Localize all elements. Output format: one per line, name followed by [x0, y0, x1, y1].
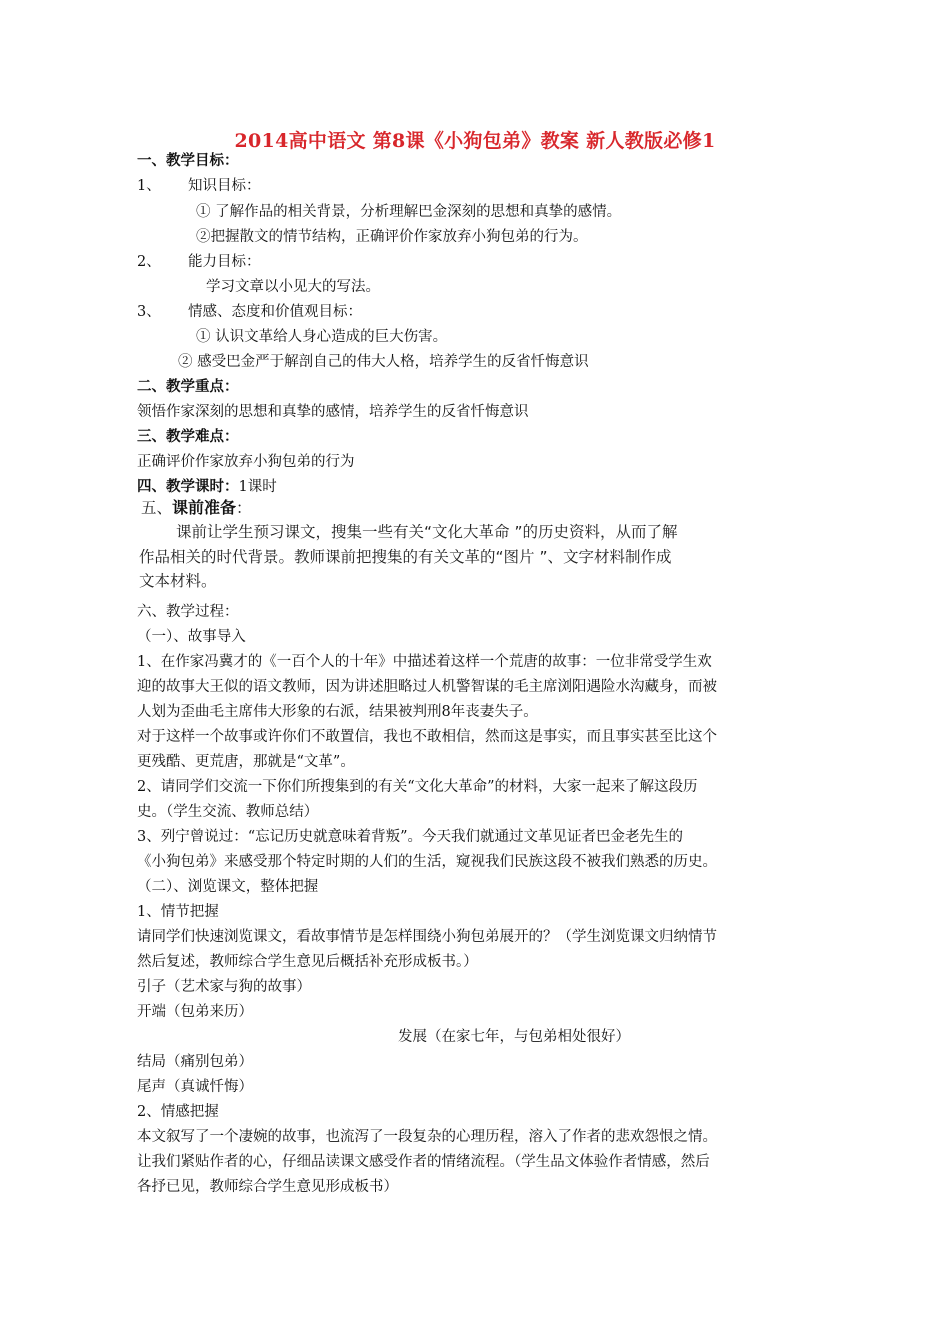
paragraph-1-line-2: 迎的故事大王似的语文教师，因为讲述胆略过人机警智谋的毛主席浏阳遇险水沟藏身，而被	[137, 679, 717, 695]
key-points-text: 领悟作家深刻的思想和真挚的感情，培养学生的反省忏悔意识	[137, 404, 529, 420]
goal-3-number: 3、	[137, 304, 161, 320]
goal-3-item-1: ① 认识文革给人身心造成的巨大伤害。	[196, 329, 448, 345]
goal-2-item-1: 学习文章以小见大的写法。	[206, 279, 380, 295]
preparation-line-2: 作品相关的时代背景。教师课前把搜集的有关文革的“图片 ”、文字材料制作成	[139, 548, 672, 566]
goal-3-label: 情感、态度和价值观目标：	[188, 304, 362, 320]
goal-1-number: 1、	[137, 178, 161, 194]
paragraph-2-line-1: 对于这样一个故事或许你们不敢置信，我也不敢相信，然而这是事实，而且事实甚至比这个	[137, 729, 717, 745]
goal-1-label: 知识目标：	[188, 178, 261, 194]
section-heading-process: 六、教学过程：	[137, 604, 239, 620]
paragraph-3-line-1: 2、请同学们交流一下你们所搜集到的有关“文化大革命”的材料，大家一起来了解这段历	[137, 779, 698, 795]
difficulties-text: 正确评价作家放弃小狗包弟的行为	[137, 454, 355, 470]
goal-1-item-1: ① 了解作品的相关背景，分析理解巴金深刻的思想和真挚的感情。	[196, 204, 622, 220]
paragraph-1-line-3: 人划为歪曲毛主席伟大形象的右派，结果被判刑8年丧妻失子。	[137, 704, 538, 720]
goal-2-label: 能力目标：	[188, 254, 261, 270]
preparation-line-3: 文本材料。	[139, 572, 217, 590]
emotion-paragraph-line-1: 本文叙写了一个凄婉的故事，也流泻了一段复杂的心理历程，溶入了作者的悲欢怨恨之情。	[137, 1129, 717, 1145]
subheading-emotion: 2、情感把握	[137, 1104, 219, 1120]
paragraph-4-line-2: 《小狗包弟》来感受那个特定时期的人们的生活，窥视我们民族这段不被我们熟悉的历史。	[137, 854, 717, 870]
subheading-plot: 1、情节把握	[137, 904, 219, 920]
section-heading-class-hours: 四、教学课时：	[137, 478, 239, 495]
paragraph-1-line-1: 1、在作家冯冀才的《一百个人的十年》中描述着这样一个荒唐的故事：一位非常受学生欢	[137, 654, 712, 670]
subheading-story-intro: （一）、故事导入	[137, 629, 246, 645]
plot-paragraph-line-1: 请同学们快速浏览课文，看故事情节是怎样围绕小狗包弟展开的？（学生浏览课文归纳情节	[137, 929, 717, 945]
plot-stage-epilogue: 尾声（真诚忏悔）	[137, 1079, 253, 1095]
paragraph-4-line-1: 3、列宁曾说过：“忘记历史就意味着背叛”。今天我们就通过文革见证者巴金老先生的	[137, 829, 684, 845]
plot-paragraph-line-2: 然后复述，教师综合学生意见后概括补充形成板书。）	[137, 954, 478, 970]
paragraph-3-line-2: 史。（学生交流、教师总结）	[137, 804, 319, 820]
preparation-heading-line	[141, 498, 252, 519]
goal-2-number: 2、	[137, 254, 161, 270]
section-heading-preparation: 课前准备	[172, 498, 237, 517]
goal-1-item-2: ②把握散文的情节结构，正确评价作家放弃小狗包弟的行为。	[196, 229, 588, 245]
emotion-paragraph-line-2: 让我们紧贴作者的心，仔细品读课文感受作者的情绪流程。（学生品文体验作者情感，然后	[137, 1154, 710, 1170]
plot-stage-development: 发展（在家七年，与包弟相处很好）	[398, 1029, 630, 1045]
subheading-overview: （二）、浏览课文，整体把握	[137, 879, 319, 895]
preparation-heading-number: 五、	[141, 499, 173, 517]
preparation-heading-colon: ：	[236, 499, 252, 517]
class-hours-value: 1课时	[238, 479, 277, 495]
class-hours-line	[137, 477, 277, 497]
section-heading-objectives: 一、教学目标：	[137, 152, 239, 169]
document-title: 2014高中语文 第8课《小狗包弟》教案 新人教版必修1	[234, 130, 716, 152]
emotion-paragraph-line-3: 各抒已见，教师综合学生意见形成板书）	[137, 1179, 398, 1195]
paragraph-2-line-2: 更残酷、更荒唐，那就是“文革”。	[137, 754, 355, 770]
plot-stage-prologue: 引子（艺术家与狗的故事）	[137, 979, 311, 995]
preparation-line-1: 课前让学生预习课文，搜集一些有关“文化大革命 ”的历史资料，从而了解	[176, 523, 678, 541]
section-heading-difficulties: 三、教学难点：	[137, 428, 239, 445]
plot-stage-beginning: 开端（包弟来历）	[137, 1004, 253, 1020]
plot-stage-ending: 结局（痛别包弟）	[137, 1054, 253, 1070]
goal-3-item-2: ② 感受巴金严于解剖自己的伟大人格，培养学生的反省忏悔意识	[178, 354, 589, 370]
section-heading-key-points: 二、教学重点：	[137, 378, 239, 395]
